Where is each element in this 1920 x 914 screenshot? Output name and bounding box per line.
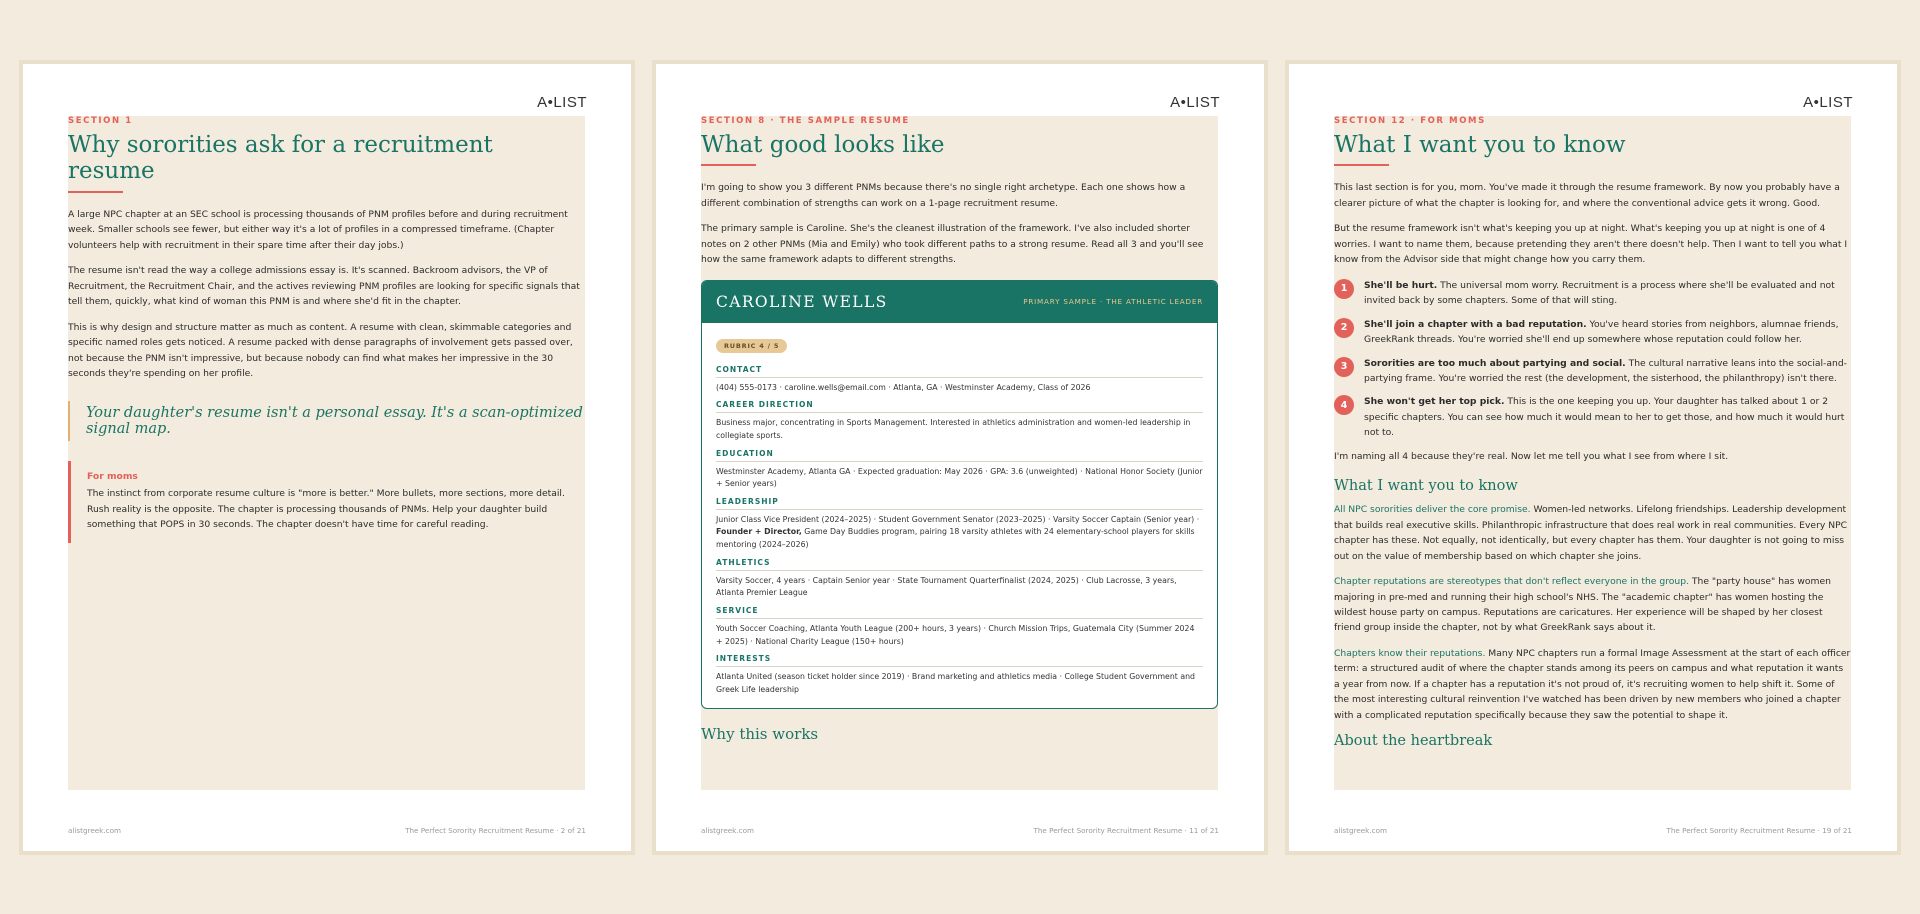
body-paragraph: All NPC sororities deliver the core promise. Women-led networks. Lifelong friendships. Leadership development that builds real executive skills. Philanthropic infrastructure that does real work in real communities. Every NPC chapter has these. Not equally, not identically, but every chapter has them. Your daughter is not going to miss out on the value of membership based on which chapter she joins.: [1334, 504, 1848, 562]
pull-quote: Your daughter's resume isn't a personal essay. It's a scan-optimized signal map.: [68, 401, 585, 441]
content-panel: [68, 116, 585, 790]
body-paragraph: Chapter reputations are stereotypes that don't reflect everyone in the group. The "party house" has women majoring in pre-med and running their high school's NHS. The "academic chapter" has women hosting the wildest house party on campus. Reputations are caricatures. Her experience will be shaped by her closest friend group inside the chapter, not by what GreekRank says about it.: [1334, 576, 1831, 634]
body-paragraph: The primary sample is Caroline. She's the cleanest illustration of the framework. I've also included shorter notes on 2 other PNMs (Mia and Emily) who took different paths to a strong resume. Read all 3 and you'll see how the same framework adapts to different strengths.: [701, 223, 1204, 266]
resume-section-heading: INTERESTS: [716, 654, 1203, 667]
document-page-2: [656, 64, 1264, 851]
footer-page-info: The Perfect Sorority Recruitment Resume · 11 of 21: [1033, 826, 1219, 835]
resume-tag: PRIMARY SAMPLE · THE ATHLETIC LEADER: [1023, 297, 1203, 307]
title-underline: [701, 164, 756, 166]
page-footer: [1334, 826, 1852, 835]
document-page-1: [23, 64, 631, 851]
resume-section-heading: CONTACT: [716, 365, 1203, 378]
worry-item: 4 She won't get her top pick. This is the one keeping you up. Your daughter has talked about 1 or 2 specific chapters. You can see how much it would mean to her to get those, and how much it would hurt not to.: [1334, 394, 1851, 440]
worry-item: 2 She'll join a chapter with a bad reputation. You've heard stories from neighbors, alumnae friends, GreekRank threads. You're worried she'll end up somewhere whose reputation could follow her.: [1334, 317, 1851, 348]
subsection-heading: Why this works: [701, 725, 819, 744]
footer-page-info: The Perfect Sorority Recruitment Resume · 2 of 21: [405, 826, 586, 835]
document-page-3: [1289, 64, 1897, 851]
resume-section-text: (404) 555-0173 · caroline.wells@email.com · Atlanta, GA · Westminster Academy, Class of 2026: [716, 382, 1091, 392]
resume-section-text: Westminster Academy, Atlanta GA · Expected graduation: May 2026 · GPA: 3.6 (unweighted) · National Honor Society (Junior + Senior years): [716, 466, 1203, 489]
body-paragraph: But the resume framework isn't what's keeping you up at night. What's keeping you up at night is one of 4 worries. I want to name them, because pretending they aren't there doesn't help. Then I want to tell you what I know from the Advisor side that might change how you carry them.: [1334, 223, 1848, 266]
footer-page-info: The Perfect Sorority Recruitment Resume · 19 of 21: [1666, 826, 1852, 835]
number-badge: 4: [1334, 395, 1354, 415]
page-footer: [68, 826, 586, 835]
resume-section-text: Atlanta United (season ticket holder since 2019) · Brand marketing and athletics media · College Student Government and Greek Life leadership: [716, 672, 1195, 694]
content-panel: [701, 116, 1218, 790]
resume-section-text: Varsity Soccer, 4 years · Captain Senior year · State Tournament Quarterfinalist (2024, 2025) · Club Lacrosse, 3 years, Atlanta Premier League: [716, 575, 1177, 598]
sample-resume-card: [701, 280, 1218, 710]
body-paragraph: Chapters know their reputations. Many NPC chapters run a formal Image Assessment at the start of each officer term: a structured audit of where the chapter stands among its peers on campus and what reputation it wants a year from now. If a chapter has a reputation it's not proud of, it's recruiting women to help shift it. Some of the most interesting cultural reinvention I've watched has been driven by new members who joined a chapter with a complicated reputation specifically because they saw the potential to shape it.: [1334, 647, 1851, 721]
section-kicker: SECTION 12 · FOR MOMS: [1334, 116, 1486, 126]
brand-logo: A•LIST: [537, 94, 587, 111]
title-underline: [1334, 164, 1389, 166]
page-title: Why sororities ask for a recruitment resume: [68, 132, 493, 185]
content-panel: [1334, 116, 1851, 790]
subsection-heading: What I want you to know: [1334, 478, 1518, 495]
page-title: What I want you to know: [1334, 132, 1626, 158]
resume-section-heading: LEADERSHIP: [716, 497, 1203, 510]
callout-box: [68, 461, 585, 542]
resume-section-heading: CAREER DIRECTION: [716, 400, 1203, 413]
footer-site: alistgreek.com: [68, 826, 121, 835]
resume-section-heading: ATHLETICS: [716, 558, 1203, 571]
body-paragraph: This is why design and structure matter as much as content. A resume with clean, skimmable categories and specific named roles gets noticed. A resume packed with dense paragraphs of involvement gets passed over, not because the PNM isn't impressive, but because nobody can find what makes her impressive in the 30 seconds they're spending on her profile.: [68, 321, 573, 379]
resume-section-heading: EDUCATION: [716, 449, 1203, 462]
subsection-heading: About the heartbreak: [1334, 733, 1493, 750]
title-underline: [68, 191, 123, 193]
body-paragraph: I'm naming all 4 because they're real. Now let me tell you what I see from where I sit.: [1334, 450, 1729, 462]
brand-logo: A•LIST: [1803, 94, 1853, 111]
resume-header: [702, 281, 1217, 323]
resume-section-text: Business major, concentrating in Sports Management. Interested in athletics administration and women-led leadership in collegiate sports.: [716, 418, 1191, 440]
footer-site: alistgreek.com: [701, 826, 754, 835]
number-badge: 1: [1334, 279, 1354, 299]
worry-item: 1 She'll be hurt. The universal mom worry. Recruitment is a process where she'll be evaluated and not invited back by some chapters. Some of that will sting.: [1334, 278, 1851, 309]
number-badge: 3: [1334, 357, 1354, 377]
body-paragraph: I'm going to show you 3 different PNMs because there's no single right archetype. Each one shows how a different combination of strengths can work on a 1-page recruitment resume.: [701, 182, 1186, 209]
rubric-badge: RUBRIC 4 / 5: [716, 339, 787, 353]
section-kicker: SECTION 8 · THE SAMPLE RESUME: [701, 116, 910, 126]
callout-body: The instinct from corporate resume culture is "more is better." More bullets, more sections, more detail. Rush reality is the opposite. The chapter is processing thousands of PNMs. Help your daughter build something that POPS in 30 seconds. The chapter doesn't have time for careful reading.: [87, 488, 565, 531]
body-paragraph: This last section is for you, mom. You've made it through the resume framework. By now you probably have a clearer picture of what the chapter is looking for, and where the conventional advice gets it wrong. Good.: [1334, 182, 1840, 209]
resume-name: CAROLINE WELLS: [716, 292, 888, 311]
resume-section-heading: SERVICE: [716, 606, 1203, 619]
worry-item: 3 Sororities are too much about partying and social. The cultural narrative leans into the social-and-partying frame. You're worried the rest (the development, the sisterhood, the philanthropy) isn't there.: [1334, 356, 1851, 387]
body-paragraph: A large NPC chapter at an SEC school is processing thousands of PNM profiles before and during recruitment week. Smaller schools see fewer, but either way it's a lot of profiles in a compressed timeframe. (Chapter volunteers help with recruitment in their spare time after their day jobs.): [68, 208, 568, 251]
section-kicker: SECTION 1: [68, 116, 133, 126]
brand-logo: A•LIST: [1170, 94, 1220, 111]
footer-site: alistgreek.com: [1334, 826, 1387, 835]
page-footer: [701, 826, 1219, 835]
callout-title: For moms: [87, 471, 138, 483]
body-paragraph: The resume isn't read the way a college admissions essay is. It's scanned. Backroom advisors, the VP of Recruitment, the Recruitment Chair, and the actives reviewing PNM profiles are looking for specific signals that tell them, quickly, what kind of woman this PNM is and where she'd fit in the chapter.: [68, 265, 580, 308]
resume-body: [702, 323, 1217, 709]
number-badge: 2: [1334, 318, 1354, 338]
resume-section-text: Youth Soccer Coaching, Atlanta Youth League (200+ hours, 3 years) · Church Mission Trips, Guatemala City (Summer 2024 + 2025) · National Charity League (150+ hours): [716, 623, 1195, 646]
page-title: What good looks like: [701, 132, 945, 158]
resume-section-text: Junior Class Vice President (2024–2025) · Student Government Senator (2023–2025) · Varsity Soccer Captain (Senior year) · Founder + Director, Game Day Buddies program, pairing 18 varsity athletes with 24 elementary-school players for skills mentoring (2024–2026): [716, 514, 1200, 550]
